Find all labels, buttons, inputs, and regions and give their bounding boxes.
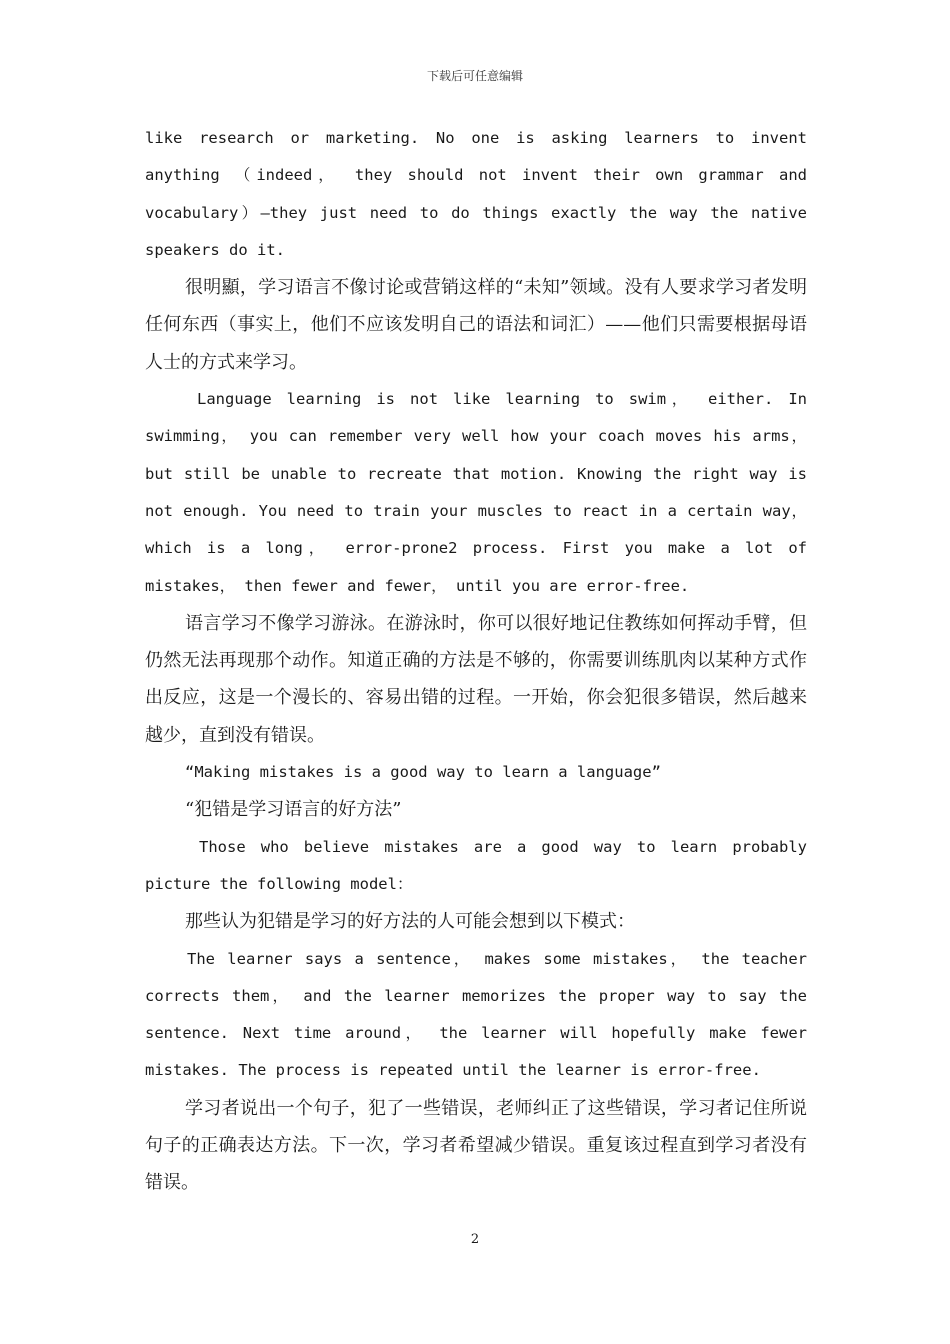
- paragraph-english-1: like research or marketing. No one is asking learners to invent anything （indeed， they should not invent their own grammar and vocabulary）—they just need to do things exactly the way the native speakers do it.: [145, 129, 807, 259]
- paragraph-chinese-2: 语言学习不像学习游泳。在游泳时，你可以很好地记住教练如何挥动手臂，但仍然无法再现那个动作。知道正确的方法是不够的，你需要训练肌肉以某种方式作出反应，这是一个漫长的、容易出错的过程。一开始，你会犯很多错误，然后越来越少，直到没有错误。: [145, 612, 807, 746]
- paragraph-chinese-3: 那些认为犯错是学习的好方法的人可能会想到以下模式：: [185, 911, 635, 933]
- paragraph-english-4: The learner says a sentence， makes some mistakes， the teacher corrects them， and the learner memorizes the proper way to say the sentence. Next time around， the learner will hopefully make fewer mistakes. The process is repeated until the learner is error-free.: [145, 949, 807, 1080]
- paragraph-chinese-4: 学习者说出一个句子，犯了一些错误，老师纠正了这些错误，学习者记住所说句子的正确表达方法。下一次，学习者希望减少错误。重复该过程直到学习者没有错误。: [145, 1097, 807, 1194]
- section-heading-english: “Making mistakes is a good way to learn a language”: [185, 763, 661, 782]
- page-header: 下载后可任意编辑: [426, 69, 523, 83]
- section-heading-chinese: “犯错是学习语言的好方法”: [185, 799, 402, 821]
- paragraph-chinese-1: 很明顯，学习语言不像讨论或营销这样的“未知”领域。没有人要求学习者发明任何东西（事实上，他们不应该发明自己的语法和词汇）——他们只需要根据母语人士的方式来学习。: [145, 277, 807, 373]
- paragraph-english-3: Those who believe mistakes are a good way to learn probably picture the following model：: [145, 837, 807, 893]
- document-body: [145, 120, 807, 1202]
- page-number: 2: [470, 1232, 480, 1247]
- paragraph-english-2: Language learning is not like learning to swim， either. In swimming， you can remember very well how your coach moves his arms， but still be unable to recreate that motion. Knowing the right way is not enough. You need to train your muscles to react in a certain way， which is a long， error-prone2 process. First you make a lot of mistakes， then fewer and fewer， until you are error-free.: [145, 390, 807, 595]
